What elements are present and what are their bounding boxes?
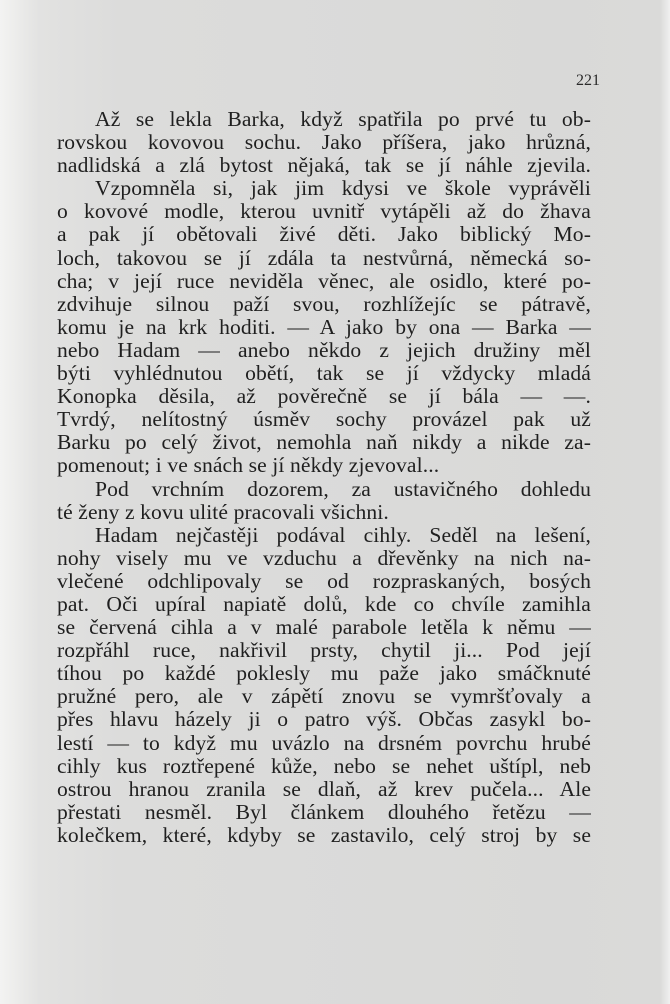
text-line: nadlidská a zlá bytost nějaká, tak se jí náhle zjevila. xyxy=(57,153,591,178)
body-text xyxy=(57,108,591,847)
text-line: rovskou kovovou sochu. Jako příšera, jako hrůzná, xyxy=(57,130,591,155)
text-line: komu je na krk hoditi. — A jako by ona — Barka — xyxy=(57,314,591,339)
text-line: Barku po celý život, nemohla naň nikdy a nikde za- xyxy=(57,430,591,455)
paragraph-1 xyxy=(57,108,591,177)
text-line: Pod vrchním dozorem, za ustavičného dohledu xyxy=(95,476,591,501)
text-line: Konopka děsila, až pověrečně se jí bála — —. xyxy=(57,384,591,409)
text-line: cha; v její ruce neviděla věnec, ale osidlo, které po- xyxy=(57,268,591,293)
text-line: se červená cihla a v malé parabole letěla k němu — xyxy=(57,615,591,640)
text-line: nebo Hadam — anebo někdo z jejich družiny měl xyxy=(57,337,591,362)
text-line: Hadam nejčastěji podával cihly. Seděl na lešení, xyxy=(95,522,591,547)
text-line: kolečkem, které, kdyby se zastavilo, celý stroj by se xyxy=(57,822,591,847)
text-line: přes hlavu házely ji o patro výš. Občas zasykl bo- xyxy=(57,707,591,732)
text-line: cihly kus roztřepené kůže, nebo se nehet uštípl, neb xyxy=(57,753,591,778)
text-line: pružné pero, ale v zápětí znovu se vymršťovaly a xyxy=(57,684,591,709)
text-line: a pak jí obětovali živé děti. Jako biblický Mo- xyxy=(57,222,591,247)
paragraph-3 xyxy=(57,478,591,524)
paragraph-4 xyxy=(57,524,591,847)
text-line: rozpřáhl ruce, nakřivil prsty, chytil ji... Pod její xyxy=(57,638,591,663)
text-line: zdvihuje silnou paží svou, rozhlížejíc se pátravě, xyxy=(57,291,591,316)
text-line: Tvrdý, nelítostný úsměv sochy provázel pak už xyxy=(57,407,591,432)
text-line: býti vyhlédnutou obětí, tak se jí vždycky mladá xyxy=(57,361,591,386)
text-line: Až se lekla Barka, když spatřila po prvé tu ob- xyxy=(95,107,591,131)
text-line: loch, takovou se jí zdála ta nestvůrná, německá so- xyxy=(57,245,591,270)
text-line: vlečené odchlipovaly se od rozpraskaných, bosých xyxy=(57,568,591,593)
text-line: ostrou hranou zranila se dlaň, až krev pučela... Ale xyxy=(57,776,591,801)
text-line: té ženy z kovu ulité pracovali všichni. xyxy=(57,499,389,524)
text-line: lestí — to když mu uvázlo na drsném povrchu hrubé xyxy=(57,730,591,755)
text-line: Vzpomněla si, jak jim kdysi ve škole vyprávěli xyxy=(95,176,591,201)
text-line: nohy visely mu ve vzduchu a dřevěnky na nich na- xyxy=(57,545,591,570)
page-number: 221 xyxy=(576,72,600,89)
text-line: pomenout; i ve snách se jí někdy zjevoval... xyxy=(57,453,440,478)
text-line: pat. Oči upíral napiatě dolů, kde co chvíle zamihla xyxy=(57,591,591,616)
text-line: tíhou po každé poklesly mu paže jako smáčknuté xyxy=(57,661,591,686)
paragraph-2 xyxy=(57,177,591,477)
text-line: přestati nesměl. Byl článkem dlouhého řetězu — xyxy=(57,799,591,824)
text-line: o kovové modle, kterou uvnitř vytápěli až do žhava xyxy=(57,199,591,224)
